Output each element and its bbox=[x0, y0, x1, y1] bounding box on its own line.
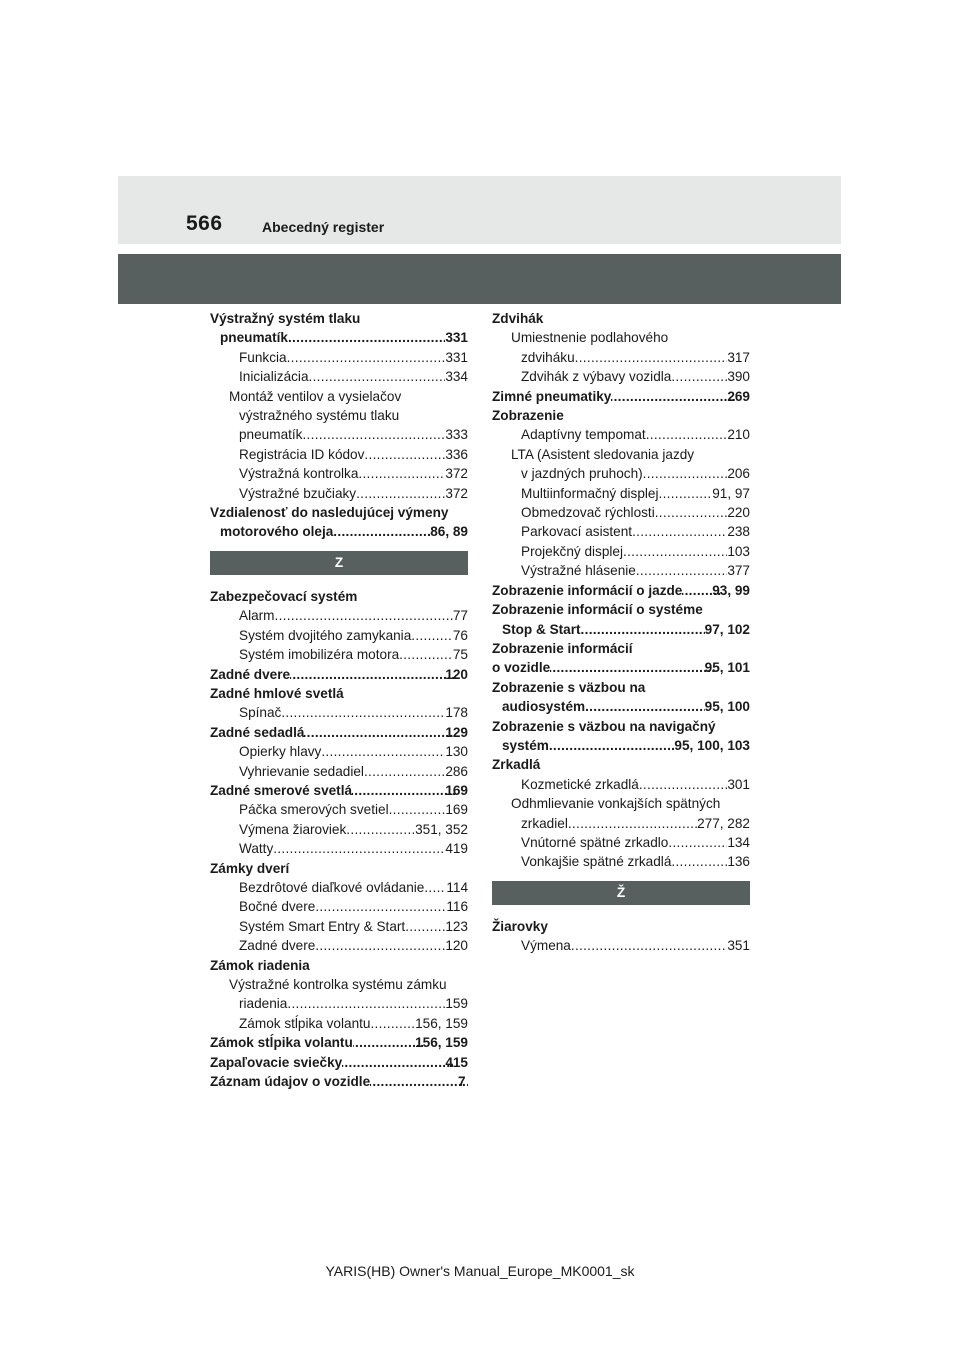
index-entry bbox=[210, 878, 468, 897]
dot-leader bbox=[342, 1053, 455, 1072]
entry-label: Vonkajšie spätné zrkadlá bbox=[521, 854, 672, 870]
index-heading: Zobrazenie s väzbou na navigačný bbox=[492, 718, 716, 734]
index-entry bbox=[210, 606, 468, 625]
dot-leader bbox=[659, 484, 713, 503]
dot-leader bbox=[639, 775, 727, 794]
page-reference: 116 bbox=[446, 899, 468, 915]
entry-label: Multiinformačný displej bbox=[521, 485, 659, 501]
page-reference: 351, 352 bbox=[415, 821, 468, 837]
index-entry bbox=[210, 626, 468, 645]
page-reference: 136 bbox=[727, 854, 750, 870]
page-reference: 238 bbox=[727, 524, 750, 540]
entry-label: Vyhrievanie sedadiel bbox=[239, 763, 364, 779]
page-reference: 134 bbox=[727, 834, 750, 850]
entry-label: motorového oleja bbox=[220, 524, 334, 540]
dot-leader bbox=[364, 445, 445, 464]
page-reference: 301 bbox=[727, 776, 750, 792]
index-entry bbox=[492, 620, 750, 639]
index-block-z-continued bbox=[492, 309, 750, 872]
index-entry bbox=[210, 1053, 468, 1072]
dot-leader bbox=[275, 606, 453, 625]
dot-leader bbox=[304, 723, 455, 742]
page-reference: 103 bbox=[727, 543, 750, 559]
entry-label: Výstražné bzučiaky bbox=[239, 485, 357, 501]
page-reference: 91, 97 bbox=[712, 485, 750, 501]
entry-label: o vozidle bbox=[492, 660, 551, 676]
page-reference: 206 bbox=[727, 466, 750, 482]
page-reference: 419 bbox=[445, 841, 468, 857]
entry-label: Kozmetické zrkadlá bbox=[521, 776, 639, 792]
dot-leader bbox=[315, 936, 445, 955]
page-reference: 286 bbox=[445, 763, 468, 779]
index-entry bbox=[210, 936, 468, 955]
entry-label: Funkcia bbox=[239, 349, 287, 365]
dot-leader bbox=[309, 367, 446, 386]
index-heading: Zadné hmlové svetlá bbox=[210, 685, 344, 701]
entry-label: Záznam údajov o vozidle bbox=[210, 1074, 371, 1090]
index-entry bbox=[492, 522, 750, 541]
index-subline: Umiestnenie podlahového bbox=[511, 330, 669, 346]
index-heading: Zabezpečovací systém bbox=[210, 588, 358, 604]
index-entry bbox=[210, 367, 468, 386]
page-reference: 331 bbox=[445, 330, 468, 346]
entry-label: Inicializácia bbox=[239, 369, 309, 385]
page-reference: 123 bbox=[445, 918, 468, 934]
index-heading: Žiarovky bbox=[492, 918, 548, 934]
dot-leader bbox=[370, 1072, 468, 1091]
header-dark-band bbox=[118, 254, 841, 304]
page-reference: 390 bbox=[727, 369, 750, 385]
page-reference: 159 bbox=[445, 996, 468, 1012]
footer-manual-id: YARIS(HB) Owner's Manual_Europe_MK0001_sk bbox=[325, 1263, 635, 1279]
index-heading: Zámky dverí bbox=[210, 860, 290, 876]
dot-leader bbox=[405, 917, 445, 936]
index-subline: Odhmlievanie vonkajších spätných bbox=[511, 796, 721, 812]
index-entry bbox=[492, 503, 750, 522]
dot-leader bbox=[281, 703, 445, 722]
dot-leader bbox=[568, 814, 697, 833]
page-reference: 169 bbox=[445, 782, 468, 798]
page-reference: 169 bbox=[445, 802, 468, 818]
index-entry bbox=[210, 522, 468, 541]
index-entry bbox=[492, 484, 750, 503]
entry-label: Bočné dvere bbox=[239, 899, 316, 915]
dot-leader bbox=[315, 897, 446, 916]
page-reference: 377 bbox=[727, 563, 750, 579]
page-reference: 334 bbox=[445, 369, 468, 385]
index-entry bbox=[210, 917, 468, 936]
page-reference: 277, 282 bbox=[697, 815, 750, 831]
index-entry bbox=[492, 852, 750, 871]
dot-leader bbox=[290, 665, 455, 684]
index-entry bbox=[492, 464, 750, 483]
dot-leader bbox=[549, 736, 675, 755]
page-reference: 95, 101 bbox=[704, 660, 750, 676]
index-heading: Zámok riadenia bbox=[210, 957, 310, 973]
page-reference: 75 bbox=[452, 647, 468, 663]
page-reference: 178 bbox=[445, 705, 468, 721]
index-heading: Vzdialenosť do nasledujúcej výmeny bbox=[210, 505, 449, 521]
index-block-v bbox=[210, 309, 468, 542]
dot-leader bbox=[581, 620, 705, 639]
index-entry bbox=[210, 328, 468, 347]
index-heading: Výstražný systém tlaku bbox=[210, 311, 361, 326]
dot-leader bbox=[288, 328, 445, 347]
index-subline: výstražného systému tlaku bbox=[239, 408, 400, 424]
index-entry bbox=[210, 742, 468, 761]
entry-label: systém bbox=[502, 737, 549, 753]
dot-leader bbox=[346, 820, 415, 839]
dot-leader bbox=[287, 994, 445, 1013]
index-block-zh bbox=[492, 917, 750, 956]
index-entry bbox=[492, 348, 750, 367]
index-entry bbox=[210, 464, 468, 483]
page-reference: 210 bbox=[727, 427, 750, 443]
index-entry bbox=[210, 1014, 468, 1033]
dot-leader bbox=[356, 484, 445, 503]
dot-leader bbox=[333, 522, 430, 541]
index-entry bbox=[210, 762, 468, 781]
entry-label: Zadné dvere bbox=[239, 938, 316, 954]
page-reference: 415 bbox=[445, 1054, 468, 1070]
index-entry bbox=[492, 775, 750, 794]
index-heading: Zobrazenie informácií o systéme bbox=[492, 602, 703, 618]
entry-label: Zadné dvere bbox=[210, 666, 291, 682]
entry-label: zrkadiel bbox=[521, 815, 568, 831]
index-entry bbox=[210, 645, 468, 664]
entry-label: Páčka smerových svetiel bbox=[239, 802, 389, 818]
index-entry bbox=[492, 697, 750, 716]
entry-label: Výstražné hlásenie bbox=[521, 563, 636, 579]
dot-leader bbox=[321, 742, 445, 761]
index-entry bbox=[210, 820, 468, 839]
page-reference: 351 bbox=[727, 938, 750, 954]
index-entry bbox=[210, 348, 468, 367]
entry-label: Adaptívny tempomat bbox=[521, 427, 646, 443]
page-reference: 76 bbox=[452, 627, 468, 643]
index-entry: Záznam údajov o vozidle ..... 7 bbox=[210, 1072, 468, 1091]
entry-label: riadenia bbox=[239, 996, 288, 1012]
page-reference: 86, 89 bbox=[430, 524, 468, 540]
dot-leader bbox=[671, 367, 727, 386]
index-entry bbox=[210, 897, 468, 916]
dot-leader bbox=[370, 1014, 415, 1033]
index-heading: Zdvihák bbox=[492, 311, 544, 326]
dot-leader bbox=[632, 522, 727, 541]
letter-band-zh: Ž bbox=[492, 881, 750, 905]
entry-label: v jazdných pruhoch) bbox=[521, 466, 643, 482]
page-reference: 114 bbox=[446, 879, 468, 895]
index-column-right bbox=[492, 309, 750, 956]
entry-label: Systém dvojitého zamykania bbox=[239, 627, 412, 643]
entry-label: Stop & Start bbox=[502, 621, 581, 637]
dot-leader bbox=[668, 833, 727, 852]
index-entry bbox=[492, 736, 750, 755]
index-entry bbox=[210, 800, 468, 819]
page-reference: 95, 100 bbox=[704, 699, 750, 715]
page-reference: 120 bbox=[445, 938, 468, 954]
page-reference: 93, 99 bbox=[712, 582, 750, 598]
index-entry bbox=[210, 665, 468, 684]
entry-label: Systém Smart Entry & Start bbox=[239, 918, 406, 934]
index-heading: Zobrazenie informácií bbox=[492, 640, 633, 656]
page-reference: 220 bbox=[727, 505, 750, 521]
dot-leader bbox=[643, 464, 728, 483]
page-reference: 97, 102 bbox=[704, 621, 750, 637]
index-entry bbox=[492, 581, 750, 600]
dot-leader bbox=[655, 503, 728, 522]
page-reference: 129 bbox=[445, 724, 468, 740]
dot-leader bbox=[611, 387, 737, 406]
dot-leader bbox=[623, 542, 727, 561]
section-title: Abecedný register bbox=[262, 219, 385, 235]
page-reference: 336 bbox=[445, 446, 468, 462]
index-subline: Výstražné kontrolka systému zámku bbox=[229, 977, 447, 992]
entry-label: Registrácia ID kódov bbox=[239, 446, 365, 462]
entry-label: Vnútorné spätné zrkadlo bbox=[521, 834, 669, 850]
dot-leader bbox=[550, 658, 714, 677]
entry-label: pneumatík bbox=[220, 330, 288, 346]
entry-label: Spínač bbox=[239, 705, 282, 721]
index-subline: Montáž ventilov a vysielačov bbox=[229, 388, 402, 404]
entry-label: Zimné pneumatiky bbox=[492, 388, 612, 404]
index-entry bbox=[492, 814, 750, 833]
index-heading: Zrkadlá bbox=[492, 757, 541, 773]
page-reference: 317 bbox=[727, 349, 750, 365]
page-reference: 331 bbox=[445, 349, 468, 365]
index-entry bbox=[492, 387, 750, 406]
entry-label: Zámok stĺpika volantu bbox=[239, 1015, 371, 1031]
entry-label: pneumatík bbox=[239, 427, 303, 443]
dot-leader bbox=[585, 697, 705, 716]
entry-label: Systém imobilizéra motora bbox=[239, 647, 400, 663]
entry-label: Výmena bbox=[521, 938, 571, 954]
entry-label: Opierky hlavy bbox=[239, 744, 322, 760]
dot-leader bbox=[636, 561, 727, 580]
entry-label: Alarm bbox=[239, 608, 275, 624]
dot-leader bbox=[411, 626, 453, 645]
dot-leader bbox=[671, 852, 727, 871]
index-entry bbox=[210, 425, 468, 444]
index-subline: LTA (Asistent sledovania jazdy bbox=[511, 446, 695, 462]
index-entry bbox=[210, 723, 468, 742]
index-entry bbox=[492, 936, 750, 955]
index-entry bbox=[210, 1033, 468, 1052]
entry-label: Projekčný displej bbox=[521, 543, 623, 559]
entry-label: Zadné smerové svetlá bbox=[210, 782, 353, 798]
index-heading: Zobrazenie s väzbou na bbox=[492, 679, 646, 695]
index-block-z bbox=[210, 587, 468, 1092]
page-reference: 95, 100, 103 bbox=[674, 737, 750, 753]
index-entry bbox=[492, 367, 750, 386]
dot-leader bbox=[399, 645, 453, 664]
entry-label: Zámok stĺpika volantu bbox=[210, 1035, 353, 1051]
letter-band-z: Z bbox=[210, 551, 468, 575]
dot-leader bbox=[358, 464, 445, 483]
dot-leader bbox=[287, 348, 446, 367]
entry-label: Parkovací asistent bbox=[521, 524, 633, 540]
entry-label: Výmena žiaroviek bbox=[239, 821, 347, 837]
dot-leader bbox=[424, 878, 446, 897]
dot-leader bbox=[575, 348, 728, 367]
index-entry bbox=[492, 658, 750, 677]
entry-label: Výstražná kontrolka bbox=[239, 466, 359, 482]
index-entry bbox=[492, 833, 750, 852]
page-reference: 333 bbox=[445, 427, 468, 443]
dot-leader bbox=[646, 425, 728, 444]
dot-leader bbox=[389, 800, 446, 819]
page-reference: 77 bbox=[452, 608, 468, 624]
index-entry bbox=[210, 703, 468, 722]
dot-leader bbox=[571, 936, 727, 955]
index-heading: Zobrazenie bbox=[492, 408, 564, 424]
page-reference: 156, 159 bbox=[415, 1015, 468, 1031]
dot-leader bbox=[364, 762, 445, 781]
index-entry bbox=[492, 542, 750, 561]
page-reference: 372 bbox=[445, 485, 468, 501]
page-reference: 372 bbox=[445, 466, 468, 482]
index-column-left bbox=[210, 309, 468, 1091]
index-entry bbox=[492, 561, 750, 580]
index-entry bbox=[210, 839, 468, 858]
entry-label: Zdvihák z výbavy vozidla bbox=[521, 369, 672, 385]
entry-label: zdviháku bbox=[521, 349, 575, 365]
entry-label: Bezdrôtové diaľkové ovládanie bbox=[239, 879, 425, 895]
entry-label: audiosystém bbox=[502, 699, 586, 715]
header-band bbox=[118, 176, 841, 244]
dot-leader bbox=[302, 425, 445, 444]
index-entry bbox=[492, 425, 750, 444]
page-number: 566 bbox=[186, 212, 223, 235]
entry-label: Obmedzovač rýchlosti bbox=[521, 505, 655, 521]
page-reference: 156, 159 bbox=[415, 1035, 468, 1051]
index-entry bbox=[210, 994, 468, 1013]
index-entry bbox=[210, 484, 468, 503]
page-reference: 130 bbox=[445, 744, 468, 760]
index-entry bbox=[210, 445, 468, 464]
page-reference: 120 bbox=[445, 666, 468, 682]
dot-leader bbox=[352, 781, 455, 800]
index-entry bbox=[210, 781, 468, 800]
entry-label: Zobrazenie informácií o jazde bbox=[492, 582, 683, 598]
entry-label: Zadné sedadlá bbox=[210, 724, 305, 740]
entry-label: Zapaľovacie sviečky bbox=[210, 1054, 343, 1070]
dot-leader bbox=[273, 839, 445, 858]
page-reference: 269 bbox=[727, 388, 750, 404]
entry-label: Watty bbox=[239, 841, 274, 857]
